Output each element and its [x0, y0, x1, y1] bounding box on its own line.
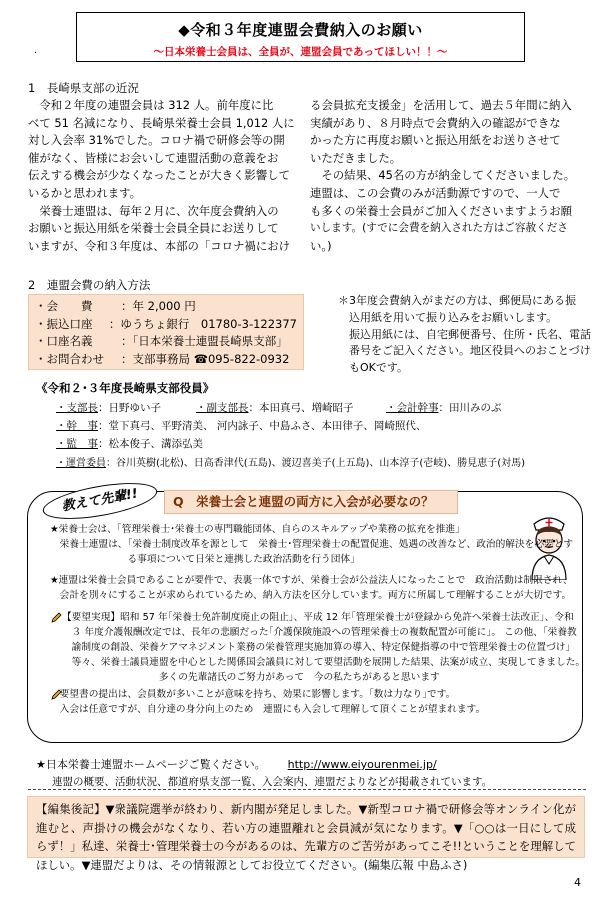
text-line: 令和２年度の連盟会員は 312 人。前年度に比: [28, 98, 274, 112]
text-line: 伝えする機会が少なくなったことが大きく影響して: [28, 168, 290, 183]
title-box: [76, 12, 525, 62]
officer-line: [56, 454, 525, 469]
officer-line: [56, 436, 203, 451]
homepage-description: 連盟の概要、活動状況、都道府県支部一覧、入会案内、連盟だよりなどが掲載されています。: [52, 776, 493, 788]
payment-key: ・振込口座: [35, 316, 93, 331]
text-line: その結果、45名の方が納金してくださいました。: [310, 168, 576, 183]
page-number: 4: [574, 876, 581, 889]
text-line: いますが、令和３年度は、本部の「コロナ禍におけ: [28, 238, 290, 253]
officer-role: ・幹 事: [56, 420, 98, 432]
officer-role: ・副支部長: [196, 402, 249, 414]
text-line: ＊3年度会費納入がまだの方は、郵便局にある振: [338, 294, 576, 307]
qa-line: る事項について日栄と連携した政治活動を行う団体」: [50, 554, 360, 565]
text-line: もOKです。: [338, 361, 408, 375]
qa-line: 会計を別々にすることが求められているため、納入方法を区分しています。両方に所属して理解することが大切です。: [50, 590, 572, 601]
payment-value: ：支部事務局 ☎095-822-0932: [121, 351, 290, 366]
text-line: 連盟は、この会費のみが活動源ですので、一人で: [310, 185, 561, 200]
section1-heading: 1 長崎県支部の近況: [28, 81, 139, 95]
text-line: 催がなく、皆様にお会いして連盟活動の意義をお: [28, 150, 279, 165]
officer-names: ：日野ゆい子: [98, 402, 161, 414]
homepage-label: ★日本栄養士連盟ホームページご覧ください。: [36, 758, 266, 771]
divider: [28, 789, 586, 790]
text-line: 振込用紙には、自宅郵便番号、住所・氏名、電話: [338, 327, 591, 341]
qa-line: 入会は任意ですが、自分達の身分向上のため 連盟にも入会して理解して頂くことが望まれます。: [50, 704, 486, 715]
qa-line: 等々、栄養士議員連盟を中心とした関係国会議員に対して要望活動を展開した結果、法案が成立、実現してきました。: [62, 657, 586, 668]
text-line: 実績があり、８月時点で会費納入の確認ができな: [310, 115, 561, 130]
officer-names: ：谷川英樹(北松)、日高香津代(五島)、渡辺喜美子(上五島)、山本淳子(壱岐)、勝見恵子(対馬): [106, 458, 526, 469]
officer-role: ・運営委員: [56, 458, 106, 469]
qa-line: ★連盟は栄養士会員であることが要件で、表裏一体ですが、栄養士会が公益法人になったことで 政治活動は制限され、: [50, 575, 573, 586]
section1-left-column: [28, 97, 298, 255]
senpai-badge: 教えて先輩!!: [40, 476, 159, 526]
text-line: いるかと思われます。: [28, 185, 141, 200]
payment-row-contact: [35, 351, 297, 369]
text-line: 番号をご記入ください。地区役員へのおことづけ: [338, 344, 591, 358]
text-line: べて 51 名減になり、長崎県栄養士会員 1,012 人に: [28, 115, 295, 130]
officer-line: [56, 418, 426, 433]
officer-names: ：堂下真弓、平野清美、 河内詠子、中島ふさ、本田律子、岡崎照代、: [98, 420, 427, 432]
officer-line: [196, 400, 354, 415]
page-subtitle: ～日本栄養士会員は、全員が、連盟会員であってほしい！！～: [153, 46, 448, 58]
officer-line: [56, 400, 161, 415]
text-line: 栄養士連盟は、毎年２月に、次年度会費納入の: [28, 203, 279, 218]
officer-names: ：田川みのぶ: [438, 402, 502, 414]
qa-line: 【要望実現】昭和 57 年｢栄養士免許制度廃止の阻止｣、平成 12 年｢管理栄養士が登録から免許へ栄養士法改正｣、令和: [62, 612, 574, 623]
officers-title: 《令和２･３年度長崎県支部役員》: [36, 381, 215, 395]
qa-line: ３ 年度介護報酬改定では、長年の悲願だった｢介護保険施設への管理栄養士の複数配置が可能に｣。 この他、｢栄養教: [62, 627, 577, 638]
text-line: かった方に再度お願いと振込用紙をお送りさせて: [310, 133, 561, 148]
payment-value: ：年 2,000 円: [121, 299, 196, 313]
pencil-icon: [50, 612, 62, 624]
section1-right-column: [310, 97, 578, 255]
qa-line: 諭制度の創設、栄養ケアマネジメント業務の栄養管理実施加算の導入、特定保健指導の中で管理栄養士の位置づけ｣: [62, 642, 571, 653]
payment-note: [338, 293, 591, 377]
stray-dot: .: [34, 45, 38, 56]
payment-value: ：「日本栄養士連盟長崎県支部」: [121, 334, 288, 348]
qa-line: 多くの先輩諸氏のご努力があって 今の私たちがあると思います: [62, 672, 440, 683]
payment-row-holder: [35, 333, 297, 351]
question-heading: Q 栄養士会と連盟の両方に入会が必要なの？: [164, 490, 458, 514]
text-line: いただきました。: [310, 150, 402, 165]
payment-value: ：ゆうちょ銀行 01780-3-122377: [108, 316, 297, 331]
page-title: ◆令和３年度連盟会費納入のお願い: [178, 21, 423, 39]
qa-line: 栄養士連盟は、｢栄養士制度改革を源として 栄養士･管理栄養士の配置促進、処遇の改善など、政治的解決を必要とす: [50, 539, 574, 550]
homepage-line: [36, 756, 437, 774]
text-line: いします。(すでに会費を納入された方はご容赦くださ: [310, 222, 568, 235]
text-line: お願いと振込用紙を栄養士会員全員にお送りして: [28, 221, 279, 236]
editor-note: 【編集後記】▼衆議院選挙が終わり、新内閣が発足しました。▼新型コロナ禍で研修会等オンライン化が進むと、声掛けの機会がなくなり、若い方の連盟離れと会員減が気になります。▼「○○は一日にして成らず！」私達、栄養士･管理栄養士の今があるのは、先輩方のご苦労があってこそ!!ということを理解してほしい。▼連盟だよりは、その情報源としてお役立てください。(編集広報 中島ふさ): [27, 796, 585, 858]
payment-row-account: [35, 316, 297, 334]
text-line: も多くの栄養士会員がご加入くださいますようお願: [310, 203, 572, 218]
officer-role: ・会計幹事: [386, 402, 439, 414]
payment-key: ・お問合わせ: [35, 351, 104, 366]
officer-role: ・監 事: [56, 438, 98, 450]
qa-line: ★栄養士会は、｢管理栄養士･栄養士の専門職能団体、自らのスキルアップや業務の拡充を推進」: [50, 524, 465, 535]
payment-key: ・会 費: [35, 299, 93, 313]
text-line: い。): [310, 238, 332, 253]
payment-row-fee: [35, 298, 297, 316]
homepage-link[interactable]: http://www.eiyourenmei.jp/: [287, 758, 437, 771]
text-line: 込用紙を用いて振り込みをお願いします。: [338, 310, 558, 324]
payment-key: ・口座名義: [35, 334, 93, 348]
text-line: る会員拡充支援金」を活用して、過去５年間に納入: [310, 98, 572, 112]
officer-names: ：本田真弓、増崎昭子: [248, 402, 354, 414]
officer-names: ：松本俊子、溝添弘美: [98, 438, 203, 450]
text-line: 対し入会率 31%でした。コロナ禍で研修会等の開: [28, 133, 285, 148]
section2-heading: 2 連盟会費の納入方法: [28, 278, 151, 292]
qa-line: 要望書の提出は、会員数が多いことが意味を持ち、効果に影響します。｢数は力なり｣です。: [50, 689, 456, 700]
payment-info-box: [28, 294, 304, 370]
officer-role: ・支部長: [56, 402, 98, 414]
officer-line: [386, 400, 502, 415]
